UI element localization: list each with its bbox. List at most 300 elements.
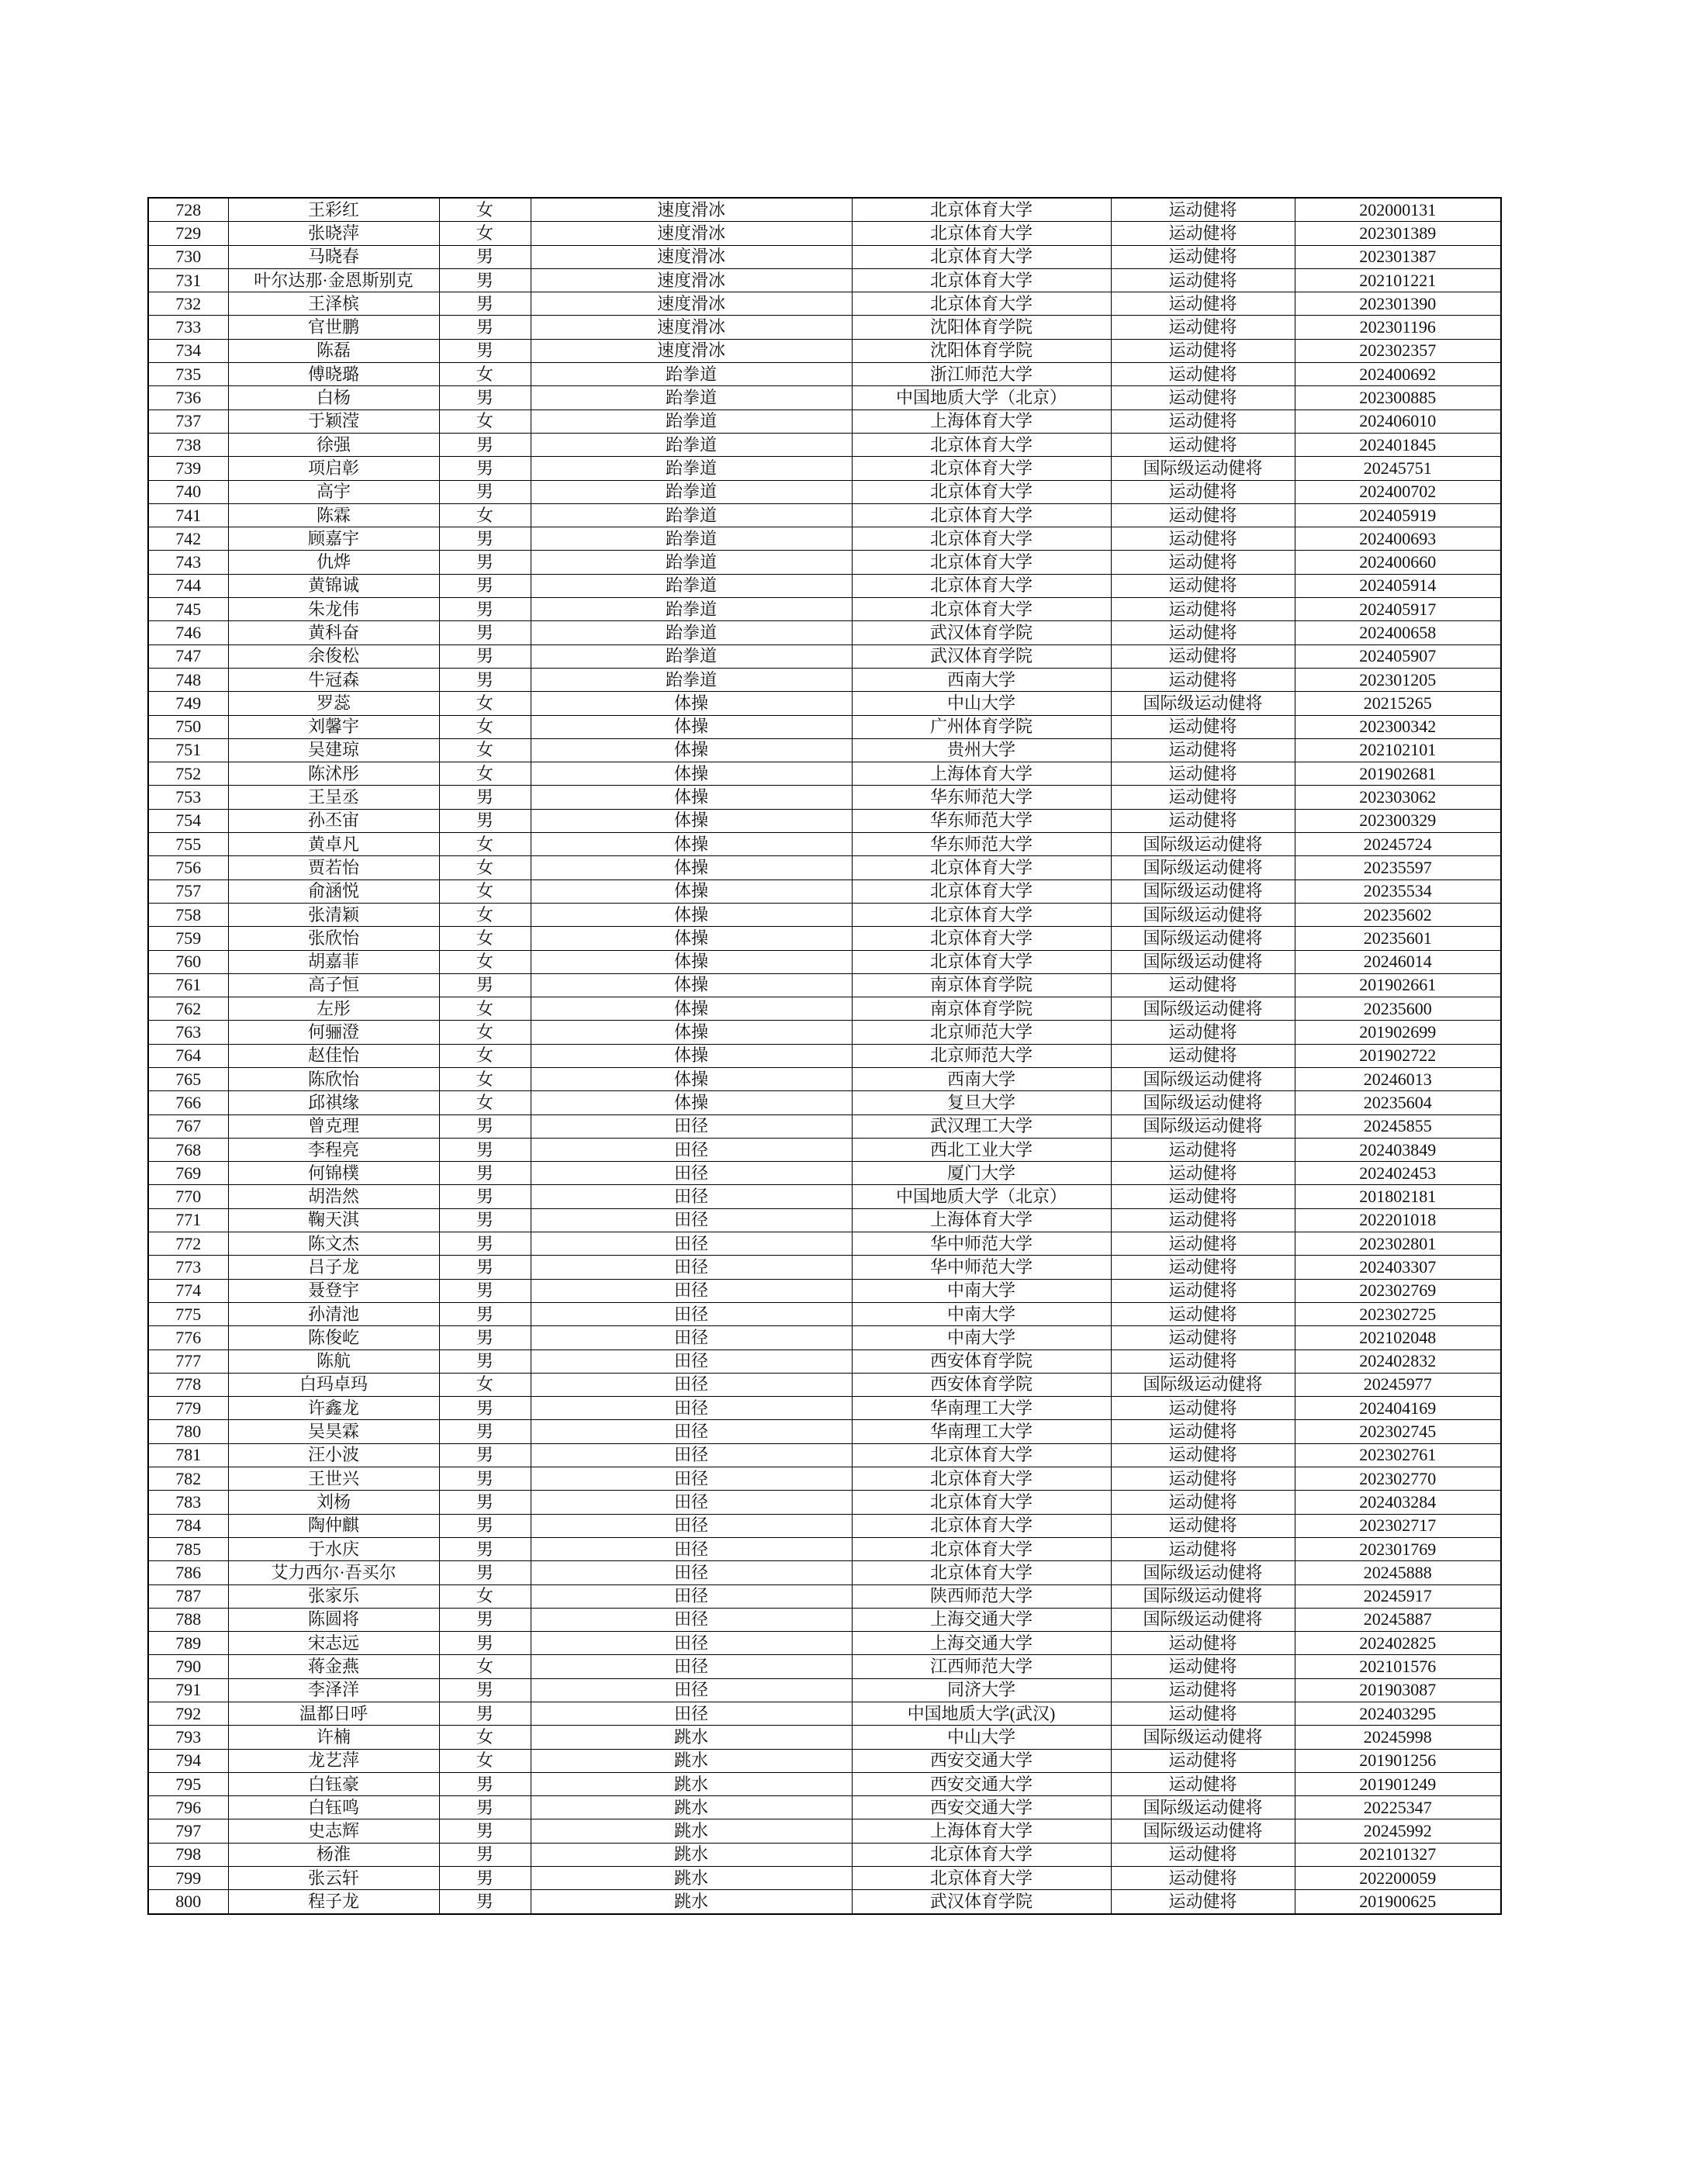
table-row xyxy=(148,1772,1501,1795)
cell-index: 741 xyxy=(148,503,228,527)
cell-index: 790 xyxy=(148,1655,228,1678)
table-row xyxy=(148,1349,1501,1373)
cell-sport: 体操 xyxy=(531,879,852,903)
cell-certificate: 20235600 xyxy=(1295,997,1501,1021)
table-row xyxy=(148,1843,1501,1866)
cell-school: 中南大学 xyxy=(852,1302,1111,1325)
table-row xyxy=(148,1537,1501,1560)
cell-name: 赵佳怡 xyxy=(228,1044,439,1067)
cell-certificate: 202403307 xyxy=(1295,1256,1501,1279)
cell-gender: 女 xyxy=(439,879,531,903)
cell-school: 上海体育大学 xyxy=(852,762,1111,786)
cell-sport: 跳水 xyxy=(531,1772,852,1795)
cell-sport: 田径 xyxy=(531,1397,852,1420)
cell-level: 国际级运动健将 xyxy=(1111,1726,1295,1749)
cell-sport: 田径 xyxy=(531,1491,852,1514)
cell-index: 775 xyxy=(148,1302,228,1325)
table-row xyxy=(148,1491,1501,1514)
cell-gender: 男 xyxy=(439,1185,531,1208)
table-row xyxy=(148,1749,1501,1772)
cell-gender: 女 xyxy=(439,363,531,386)
cell-name: 余俊松 xyxy=(228,644,439,668)
cell-sport: 跆拳道 xyxy=(531,574,852,597)
cell-gender: 男 xyxy=(439,1467,531,1491)
table-row xyxy=(148,1279,1501,1302)
cell-certificate: 202200059 xyxy=(1295,1867,1501,1890)
cell-level: 运动健将 xyxy=(1111,198,1295,222)
cell-sport: 体操 xyxy=(531,1044,852,1067)
cell-certificate: 202302717 xyxy=(1295,1514,1501,1537)
cell-level: 运动健将 xyxy=(1111,503,1295,527)
cell-certificate: 202101221 xyxy=(1295,268,1501,292)
cell-name: 程子龙 xyxy=(228,1890,439,1914)
cell-school: 北京体育大学 xyxy=(852,879,1111,903)
cell-index: 770 xyxy=(148,1185,228,1208)
cell-sport: 速度滑冰 xyxy=(531,339,852,362)
cell-school: 北京体育大学 xyxy=(852,1491,1111,1514)
cell-index: 734 xyxy=(148,339,228,362)
cell-name: 李程亮 xyxy=(228,1138,439,1161)
cell-school: 华东师范大学 xyxy=(852,809,1111,832)
cell-gender: 男 xyxy=(439,1819,531,1843)
cell-gender: 男 xyxy=(439,668,531,691)
cell-certificate: 20245998 xyxy=(1295,1726,1501,1749)
cell-level: 运动健将 xyxy=(1111,809,1295,832)
cell-level: 运动健将 xyxy=(1111,480,1295,503)
cell-name: 孙清池 xyxy=(228,1302,439,1325)
cell-sport: 体操 xyxy=(531,1067,852,1090)
cell-index: 762 xyxy=(148,997,228,1021)
table-row xyxy=(148,1326,1501,1349)
cell-certificate: 202405919 xyxy=(1295,503,1501,527)
cell-name: 陈俊屹 xyxy=(228,1326,439,1349)
cell-gender: 男 xyxy=(439,1232,531,1256)
cell-level: 运动健将 xyxy=(1111,973,1295,997)
table-row xyxy=(148,1584,1501,1608)
table-row xyxy=(148,574,1501,597)
table-row xyxy=(148,1302,1501,1325)
table-row xyxy=(148,833,1501,856)
cell-sport: 体操 xyxy=(531,833,852,856)
cell-school: 北京体育大学 xyxy=(852,574,1111,597)
cell-certificate: 201902699 xyxy=(1295,1021,1501,1044)
cell-gender: 女 xyxy=(439,903,531,926)
cell-gender: 男 xyxy=(439,480,531,503)
cell-level: 运动健将 xyxy=(1111,245,1295,268)
cell-school: 西安交通大学 xyxy=(852,1796,1111,1819)
cell-school: 沈阳体育学院 xyxy=(852,339,1111,362)
cell-sport: 田径 xyxy=(531,1302,852,1325)
cell-certificate: 20245724 xyxy=(1295,833,1501,856)
cell-index: 737 xyxy=(148,410,228,433)
table-row xyxy=(148,950,1501,973)
cell-name: 张清颖 xyxy=(228,903,439,926)
cell-gender: 男 xyxy=(439,268,531,292)
cell-certificate: 20215265 xyxy=(1295,692,1501,715)
table-row xyxy=(148,292,1501,316)
cell-certificate: 202405907 xyxy=(1295,644,1501,668)
table-row xyxy=(148,363,1501,386)
cell-school: 西安交通大学 xyxy=(852,1772,1111,1795)
cell-name: 蒋金燕 xyxy=(228,1655,439,1678)
cell-index: 766 xyxy=(148,1091,228,1114)
cell-name: 黄锦诚 xyxy=(228,574,439,597)
cell-certificate: 20246013 xyxy=(1295,1067,1501,1090)
cell-name: 宋志远 xyxy=(228,1632,439,1655)
cell-level: 运动健将 xyxy=(1111,1208,1295,1232)
cell-name: 吴建琼 xyxy=(228,738,439,762)
table-row xyxy=(148,856,1501,879)
cell-name: 陈沭彤 xyxy=(228,762,439,786)
cell-index: 764 xyxy=(148,1044,228,1067)
cell-level: 国际级运动健将 xyxy=(1111,1584,1295,1608)
cell-sport: 体操 xyxy=(531,809,852,832)
cell-gender: 男 xyxy=(439,1162,531,1185)
cell-certificate: 201900625 xyxy=(1295,1890,1501,1914)
cell-name: 聂登宇 xyxy=(228,1279,439,1302)
cell-gender: 男 xyxy=(439,457,531,480)
cell-certificate: 20245855 xyxy=(1295,1114,1501,1138)
table-row xyxy=(148,927,1501,950)
cell-gender: 男 xyxy=(439,1208,531,1232)
cell-sport: 速度滑冰 xyxy=(531,245,852,268)
cell-sport: 田径 xyxy=(531,1632,852,1655)
cell-level: 运动健将 xyxy=(1111,1655,1295,1678)
cell-level: 国际级运动健将 xyxy=(1111,1373,1295,1396)
table-row xyxy=(148,973,1501,997)
table-row xyxy=(148,1232,1501,1256)
cell-name: 胡浩然 xyxy=(228,1185,439,1208)
cell-index: 732 xyxy=(148,292,228,316)
cell-school: 上海交通大学 xyxy=(852,1608,1111,1631)
cell-school: 上海体育大学 xyxy=(852,1208,1111,1232)
cell-level: 国际级运动健将 xyxy=(1111,833,1295,856)
cell-level: 运动健将 xyxy=(1111,1749,1295,1772)
table-row xyxy=(148,1890,1501,1914)
cell-level: 运动健将 xyxy=(1111,1890,1295,1914)
cell-school: 北京体育大学 xyxy=(852,198,1111,222)
cell-level: 国际级运动健将 xyxy=(1111,1796,1295,1819)
cell-certificate: 202302761 xyxy=(1295,1443,1501,1467)
cell-school: 北京体育大学 xyxy=(852,1514,1111,1537)
cell-sport: 体操 xyxy=(531,1091,852,1114)
cell-name: 陈航 xyxy=(228,1349,439,1373)
cell-index: 799 xyxy=(148,1867,228,1890)
table-row xyxy=(148,1256,1501,1279)
cell-school: 北京体育大学 xyxy=(852,927,1111,950)
cell-name: 何骊澄 xyxy=(228,1021,439,1044)
cell-sport: 田径 xyxy=(531,1561,852,1584)
cell-name: 徐强 xyxy=(228,433,439,456)
cell-name: 王泽槟 xyxy=(228,292,439,316)
cell-school: 上海体育大学 xyxy=(852,1819,1111,1843)
cell-name: 许鑫龙 xyxy=(228,1397,439,1420)
cell-name: 孙丕宙 xyxy=(228,809,439,832)
cell-level: 运动健将 xyxy=(1111,1256,1295,1279)
cell-sport: 跆拳道 xyxy=(531,527,852,551)
cell-sport: 跳水 xyxy=(531,1819,852,1843)
cell-index: 746 xyxy=(148,621,228,644)
cell-name: 胡嘉菲 xyxy=(228,950,439,973)
cell-sport: 体操 xyxy=(531,927,852,950)
table-row xyxy=(148,692,1501,715)
cell-index: 733 xyxy=(148,316,228,339)
cell-certificate: 202301205 xyxy=(1295,668,1501,691)
cell-level: 运动健将 xyxy=(1111,363,1295,386)
cell-level: 运动健将 xyxy=(1111,433,1295,456)
cell-school: 北京师范大学 xyxy=(852,1021,1111,1044)
cell-sport: 跆拳道 xyxy=(531,386,852,410)
cell-gender: 男 xyxy=(439,1302,531,1325)
cell-name: 陈磊 xyxy=(228,339,439,362)
cell-sport: 速度滑冰 xyxy=(531,292,852,316)
table-row xyxy=(148,598,1501,621)
cell-gender: 男 xyxy=(439,621,531,644)
cell-sport: 田径 xyxy=(531,1138,852,1161)
cell-school: 北京体育大学 xyxy=(852,1561,1111,1584)
cell-sport: 田径 xyxy=(531,1232,852,1256)
cell-sport: 体操 xyxy=(531,715,852,738)
cell-school: 武汉理工大学 xyxy=(852,1114,1111,1138)
cell-sport: 体操 xyxy=(531,786,852,809)
cell-level: 运动健将 xyxy=(1111,715,1295,738)
cell-certificate: 20246014 xyxy=(1295,950,1501,973)
cell-gender: 女 xyxy=(439,503,531,527)
cell-name: 左彤 xyxy=(228,997,439,1021)
cell-certificate: 202403295 xyxy=(1295,1702,1501,1726)
table-row xyxy=(148,1514,1501,1537)
cell-gender: 女 xyxy=(439,738,531,762)
table-row xyxy=(148,222,1501,245)
cell-certificate: 201802181 xyxy=(1295,1185,1501,1208)
cell-sport: 田径 xyxy=(531,1702,852,1726)
cell-index: 750 xyxy=(148,715,228,738)
table-row xyxy=(148,644,1501,668)
cell-school: 上海体育大学 xyxy=(852,410,1111,433)
cell-sport: 跆拳道 xyxy=(531,598,852,621)
cell-certificate: 201903087 xyxy=(1295,1678,1501,1702)
cell-sport: 速度滑冰 xyxy=(531,268,852,292)
table-row xyxy=(148,1067,1501,1090)
cell-certificate: 202402832 xyxy=(1295,1349,1501,1373)
cell-name: 俞涵悦 xyxy=(228,879,439,903)
cell-level: 运动健将 xyxy=(1111,786,1295,809)
cell-school: 北京体育大学 xyxy=(852,551,1111,574)
cell-gender: 女 xyxy=(439,833,531,856)
cell-school: 北京体育大学 xyxy=(852,527,1111,551)
cell-level: 运动健将 xyxy=(1111,621,1295,644)
cell-index: 754 xyxy=(148,809,228,832)
table-row xyxy=(148,668,1501,691)
cell-name: 史志辉 xyxy=(228,1819,439,1843)
cell-gender: 女 xyxy=(439,1373,531,1396)
cell-name: 杨淮 xyxy=(228,1843,439,1866)
cell-certificate: 202302770 xyxy=(1295,1467,1501,1491)
cell-index: 792 xyxy=(148,1702,228,1726)
cell-school: 中国地质大学(武汉) xyxy=(852,1702,1111,1726)
cell-gender: 男 xyxy=(439,1326,531,1349)
cell-school: 北京体育大学 xyxy=(852,903,1111,926)
cell-certificate: 20245751 xyxy=(1295,457,1501,480)
cell-name: 王彩红 xyxy=(228,198,439,222)
cell-sport: 田径 xyxy=(531,1208,852,1232)
cell-sport: 跳水 xyxy=(531,1726,852,1749)
cell-gender: 男 xyxy=(439,1561,531,1584)
cell-sport: 体操 xyxy=(531,950,852,973)
cell-name: 何锦樸 xyxy=(228,1162,439,1185)
cell-certificate: 202101576 xyxy=(1295,1655,1501,1678)
cell-index: 787 xyxy=(148,1584,228,1608)
cell-name: 于水庆 xyxy=(228,1537,439,1560)
cell-sport: 田径 xyxy=(531,1443,852,1467)
cell-certificate: 202400702 xyxy=(1295,480,1501,503)
cell-name: 艾力西尔·吾买尔 xyxy=(228,1561,439,1584)
cell-sport: 跳水 xyxy=(531,1867,852,1890)
cell-level: 国际级运动健将 xyxy=(1111,457,1295,480)
cell-name: 高宇 xyxy=(228,480,439,503)
cell-school: 西南大学 xyxy=(852,668,1111,691)
cell-gender: 男 xyxy=(439,292,531,316)
cell-gender: 男 xyxy=(439,527,531,551)
cell-gender: 男 xyxy=(439,1796,531,1819)
cell-gender: 女 xyxy=(439,198,531,222)
cell-sport: 跳水 xyxy=(531,1796,852,1819)
cell-school: 南京体育学院 xyxy=(852,973,1111,997)
cell-sport: 田径 xyxy=(531,1537,852,1560)
cell-gender: 男 xyxy=(439,574,531,597)
cell-level: 国际级运动健将 xyxy=(1111,1091,1295,1114)
cell-certificate: 202406010 xyxy=(1295,410,1501,433)
cell-name: 许楠 xyxy=(228,1726,439,1749)
cell-level: 运动健将 xyxy=(1111,316,1295,339)
cell-name: 王呈丞 xyxy=(228,786,439,809)
cell-index: 785 xyxy=(148,1537,228,1560)
cell-sport: 跆拳道 xyxy=(531,457,852,480)
cell-gender: 男 xyxy=(439,1138,531,1161)
cell-level: 运动健将 xyxy=(1111,1772,1295,1795)
cell-gender: 男 xyxy=(439,339,531,362)
cell-level: 运动健将 xyxy=(1111,1021,1295,1044)
cell-gender: 男 xyxy=(439,1608,531,1631)
cell-certificate: 20245992 xyxy=(1295,1819,1501,1843)
cell-name: 黄卓凡 xyxy=(228,833,439,856)
cell-sport: 跳水 xyxy=(531,1749,852,1772)
cell-school: 华南理工大学 xyxy=(852,1397,1111,1420)
cell-index: 793 xyxy=(148,1726,228,1749)
cell-name: 李泽洋 xyxy=(228,1678,439,1702)
cell-gender: 女 xyxy=(439,762,531,786)
cell-sport: 体操 xyxy=(531,997,852,1021)
cell-gender: 男 xyxy=(439,1890,531,1914)
cell-name: 白玛卓玛 xyxy=(228,1373,439,1396)
cell-sport: 田径 xyxy=(531,1256,852,1279)
cell-sport: 田径 xyxy=(531,1608,852,1631)
cell-index: 789 xyxy=(148,1632,228,1655)
cell-school: 上海交通大学 xyxy=(852,1632,1111,1655)
table-row xyxy=(148,1397,1501,1420)
cell-level: 国际级运动健将 xyxy=(1111,856,1295,879)
cell-name: 马晓春 xyxy=(228,245,439,268)
cell-name: 高子恒 xyxy=(228,973,439,997)
cell-sport: 跳水 xyxy=(531,1890,852,1914)
cell-index: 729 xyxy=(148,222,228,245)
cell-sport: 田径 xyxy=(531,1514,852,1537)
table-row xyxy=(148,433,1501,456)
cell-sport: 速度滑冰 xyxy=(531,198,852,222)
cell-certificate: 201902661 xyxy=(1295,973,1501,997)
cell-gender: 女 xyxy=(439,715,531,738)
cell-gender: 男 xyxy=(439,551,531,574)
cell-gender: 女 xyxy=(439,1655,531,1678)
cell-school: 北京体育大学 xyxy=(852,598,1111,621)
cell-school: 广州体育学院 xyxy=(852,715,1111,738)
cell-gender: 男 xyxy=(439,809,531,832)
cell-name: 吴昊霖 xyxy=(228,1420,439,1443)
cell-school: 沈阳体育学院 xyxy=(852,316,1111,339)
table-row xyxy=(148,551,1501,574)
cell-gender: 男 xyxy=(439,1443,531,1467)
cell-school: 西北工业大学 xyxy=(852,1138,1111,1161)
cell-certificate: 202300342 xyxy=(1295,715,1501,738)
cell-school: 北京体育大学 xyxy=(852,245,1111,268)
cell-school: 北京体育大学 xyxy=(852,1443,1111,1467)
cell-school: 北京体育大学 xyxy=(852,222,1111,245)
cell-certificate: 202301387 xyxy=(1295,245,1501,268)
table-row xyxy=(148,1044,1501,1067)
cell-gender: 男 xyxy=(439,1678,531,1702)
cell-sport: 跆拳道 xyxy=(531,480,852,503)
cell-certificate: 202402453 xyxy=(1295,1162,1501,1185)
cell-index: 800 xyxy=(148,1890,228,1914)
table-row xyxy=(148,1420,1501,1443)
cell-level: 运动健将 xyxy=(1111,339,1295,362)
cell-index: 798 xyxy=(148,1843,228,1866)
cell-level: 国际级运动健将 xyxy=(1111,950,1295,973)
cell-name: 王世兴 xyxy=(228,1467,439,1491)
table-row xyxy=(148,245,1501,268)
table-row xyxy=(148,410,1501,433)
cell-level: 运动健将 xyxy=(1111,598,1295,621)
cell-school: 北京体育大学 xyxy=(852,1867,1111,1890)
athlete-roster-table xyxy=(147,197,1502,1915)
cell-index: 782 xyxy=(148,1467,228,1491)
cell-school: 厦门大学 xyxy=(852,1162,1111,1185)
table-row xyxy=(148,1114,1501,1138)
cell-level: 运动健将 xyxy=(1111,386,1295,410)
cell-certificate: 20235604 xyxy=(1295,1091,1501,1114)
cell-school: 贵州大学 xyxy=(852,738,1111,762)
table-row xyxy=(148,1091,1501,1114)
cell-index: 743 xyxy=(148,551,228,574)
cell-certificate: 20235601 xyxy=(1295,927,1501,950)
cell-level: 运动健将 xyxy=(1111,1678,1295,1702)
table-body xyxy=(148,198,1501,1914)
cell-certificate: 201901256 xyxy=(1295,1749,1501,1772)
table-row xyxy=(148,1138,1501,1161)
table-row xyxy=(148,268,1501,292)
cell-level: 国际级运动健将 xyxy=(1111,1608,1295,1631)
cell-gender: 男 xyxy=(439,1514,531,1537)
cell-sport: 田径 xyxy=(531,1373,852,1396)
cell-school: 北京体育大学 xyxy=(852,433,1111,456)
cell-school: 中山大学 xyxy=(852,692,1111,715)
cell-level: 运动健将 xyxy=(1111,1044,1295,1067)
cell-level: 运动健将 xyxy=(1111,551,1295,574)
cell-level: 运动健将 xyxy=(1111,527,1295,551)
cell-school: 北京体育大学 xyxy=(852,1537,1111,1560)
cell-gender: 男 xyxy=(439,644,531,668)
cell-school: 中山大学 xyxy=(852,1726,1111,1749)
